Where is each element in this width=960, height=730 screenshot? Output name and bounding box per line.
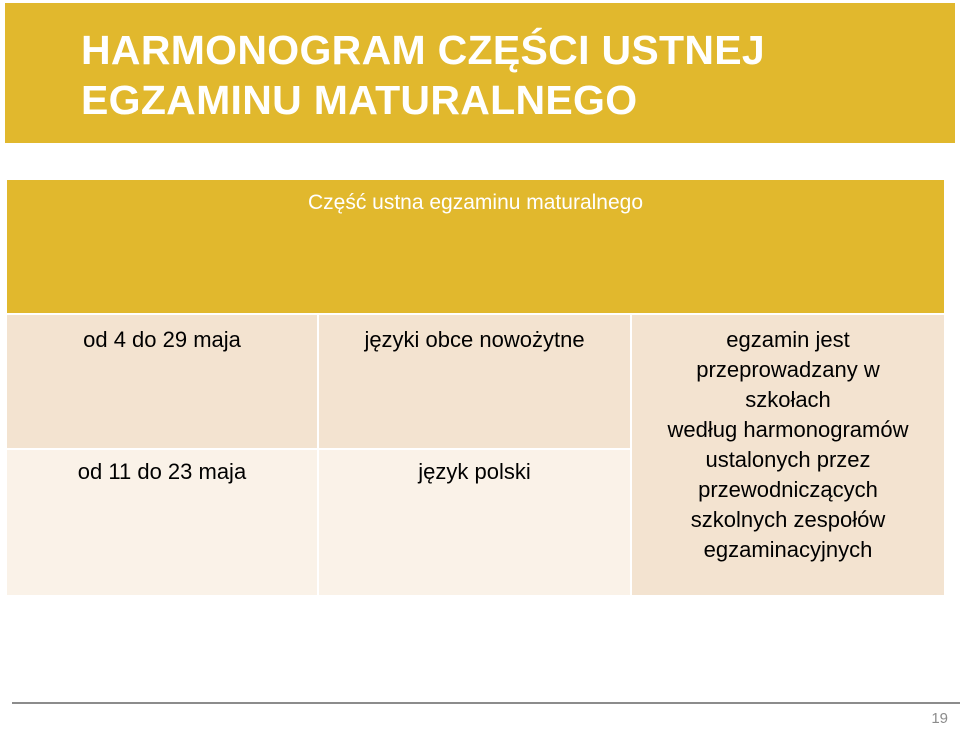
schedule-table: [7, 180, 944, 595]
note-line: szkołach: [745, 387, 831, 412]
note-line: według harmonogramów: [667, 417, 909, 442]
note-line: szkolnych zespołów: [690, 507, 886, 532]
title-bar: [5, 3, 955, 143]
row-1-subject: języki obce nowożytne: [364, 327, 585, 352]
table-header: [7, 180, 944, 313]
row-2-subject-cell: [319, 450, 630, 595]
note-line: egzaminacyjnych: [703, 537, 873, 562]
note-line: egzamin jest: [726, 327, 850, 352]
note-line: ustalonych przez: [705, 447, 871, 472]
row-2-dates-cell: [7, 450, 317, 595]
row-2-subject: język polski: [418, 459, 531, 484]
note-line: przewodniczących: [698, 477, 878, 502]
footer-divider: [12, 702, 960, 704]
table-header-text: Część ustna egzaminu maturalnego: [307, 191, 643, 214]
row-2-dates: od 11 do 23 maja: [77, 459, 247, 484]
row-1-subject-cell: [319, 315, 630, 448]
page-number: 19: [931, 710, 948, 727]
row-1-dates: od 4 do 29 maja: [83, 327, 241, 352]
row-1-dates-cell: [7, 315, 317, 448]
slide-title-line-2: EGZAMINU MATURALNEGO: [81, 77, 638, 123]
slide-title-line-1: HARMONOGRAM CZĘŚCI USTNEJ: [81, 27, 766, 73]
note-cell: [632, 315, 944, 595]
note-line: przeprowadzany w: [696, 357, 880, 382]
